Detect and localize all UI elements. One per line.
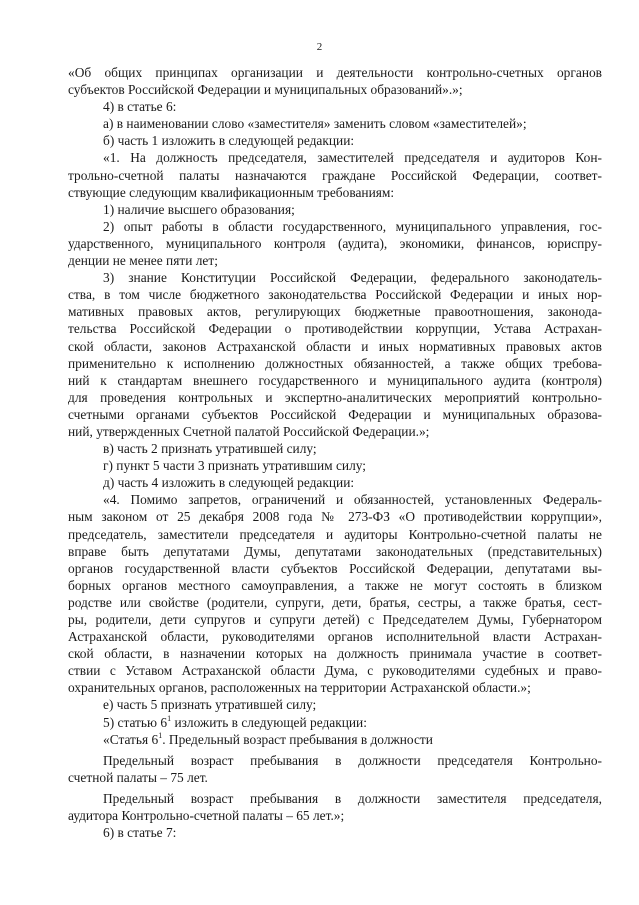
text-line: трольно-счетной палаты назначаются граждане Российской Федерации, соответ-: [68, 167, 602, 183]
text-line: ства, в том числе бюджетного законодательства Российской Федерации и иных нор-: [68, 287, 602, 303]
text-line: мативных правовых актов, регулирующих бюджетные правоотношения, законода-: [68, 304, 602, 320]
text-line: применительно к исполнению должностных обязанностей, а также общих требова-: [68, 355, 602, 371]
text-fragment: . Предельный возраст пребывания в должности: [162, 731, 433, 747]
text-line: для проведения контрольных и экспертно-аналитических мероприятий контрольно-: [68, 389, 602, 405]
text-line: [68, 714, 602, 731]
text-line: «4. Помимо запретов, ограничений и обязанностей, установленных Федераль-: [103, 492, 602, 508]
text-line: счетными органами субъектов Российской Федерации и муниципальных образова-: [68, 406, 602, 422]
article-heading: [68, 731, 602, 748]
text-line: ской области, законов Астраханской области и иных нормативных правовых актов: [68, 338, 602, 354]
text-line: в) часть 2 признать утратившей силу;: [103, 441, 317, 457]
text-line: ударственного, муниципального контроля (аудита), экономики, финансов, юриспру-: [68, 235, 602, 251]
text-line: председатель, заместители председателя и аудиторы Контрольно-счетной палаты не: [68, 526, 602, 542]
text-line: аудитора Контрольно-счетной палаты – 65 лет.»;: [68, 808, 345, 824]
text-line: «Об общих принципах организации и деятельности контрольно-счетных органов: [68, 65, 602, 80]
text-line: ской области, в назначении которых на должность принимала участие в соответ-: [68, 646, 602, 662]
text-line: 2) опыт работы в области государственного, муниципального управления, гос-: [103, 218, 602, 234]
text-line: ствии с Уставом Астраханской области Дума, с руководителями судебных и право-: [68, 663, 602, 679]
text-line: 1) наличие высшего образования;: [103, 201, 295, 217]
text-line: а) в наименовании слово «заместителя» заменить словом «заместителей»;: [103, 116, 527, 132]
text-line: 4) в статье 6:: [103, 99, 177, 115]
text-line: охранительных органов, расположенных на территории Астраханской области.»;: [68, 680, 531, 696]
page-number: 2: [316, 41, 323, 53]
text-line: ры, родители, дети супругов и супруги детей) с Председателем Думы, Губернатором: [68, 612, 602, 627]
document-body: [68, 64, 602, 841]
text-fragment: 5) статью 6: [103, 714, 168, 730]
text-line: д) часть 4 изложить в следующей редакции:: [103, 475, 355, 491]
text-line: ний к стандартам внешнего государственного и муниципального аудита (контроля): [68, 372, 602, 388]
text-line: 3) знание Конституции Российской Федерации, федерального законодатель-: [103, 270, 602, 286]
text-line: тельства Российской Федерации о противодействии коррупции, Устава Астрахан-: [68, 321, 602, 337]
text-line: г) пункт 5 части 3 признать утратившим силу;: [103, 458, 366, 474]
text-line: е) часть 5 признать утратившей силу;: [103, 697, 317, 713]
text-line: субъектов Российской Федерации и муниципальных образований».»;: [68, 82, 463, 98]
text-line: Предельный возраст пребывания в должности заместителя председателя,: [103, 790, 602, 806]
text-line: б) часть 1 изложить в следующей редакции:: [103, 133, 355, 149]
text-line: органов государственной власти субъектов Российской Федерации, депутатами вы-: [68, 560, 602, 576]
text-line: Предельный возраст пребывания в должности председателя Контрольно-: [103, 752, 602, 768]
text-line: ным законом от 25 декабря 2008 года № 273-ФЗ «О противодействии коррупции»,: [68, 509, 602, 525]
text-line: 6) в статье 7:: [103, 825, 177, 841]
text-line: счетной палаты – 75 лет.: [68, 769, 208, 785]
superscript: 1: [167, 713, 172, 723]
text-line: ний, утвержденных Счетной палатой Российской Федерации.»;: [68, 423, 430, 439]
text-fragment: изложить в следующей редакции:: [174, 714, 367, 730]
text-line: борных органов местного самоуправления, а также не могут состоять в близком: [68, 577, 602, 593]
text-line: ствующие следующим квалификационным требованиям:: [68, 184, 395, 200]
text-line: родстве или свойстве (родители, супруги, дети, братья, сестры, а также братья, сест-: [68, 594, 602, 610]
text-fragment: «Статья 6: [103, 731, 159, 747]
text-line: «1. На должность председателя, заместителей председателя и аудиторов Кон-: [103, 150, 602, 166]
text-line: Астраханской области, руководителями органов исполнительной власти Астрахан-: [68, 629, 602, 645]
superscript: 1: [158, 730, 163, 740]
text-line: денции не менее пяти лет;: [68, 253, 218, 269]
text-line: вправе быть депутатами Думы, депутатами законодательных (представительных): [68, 543, 602, 559]
